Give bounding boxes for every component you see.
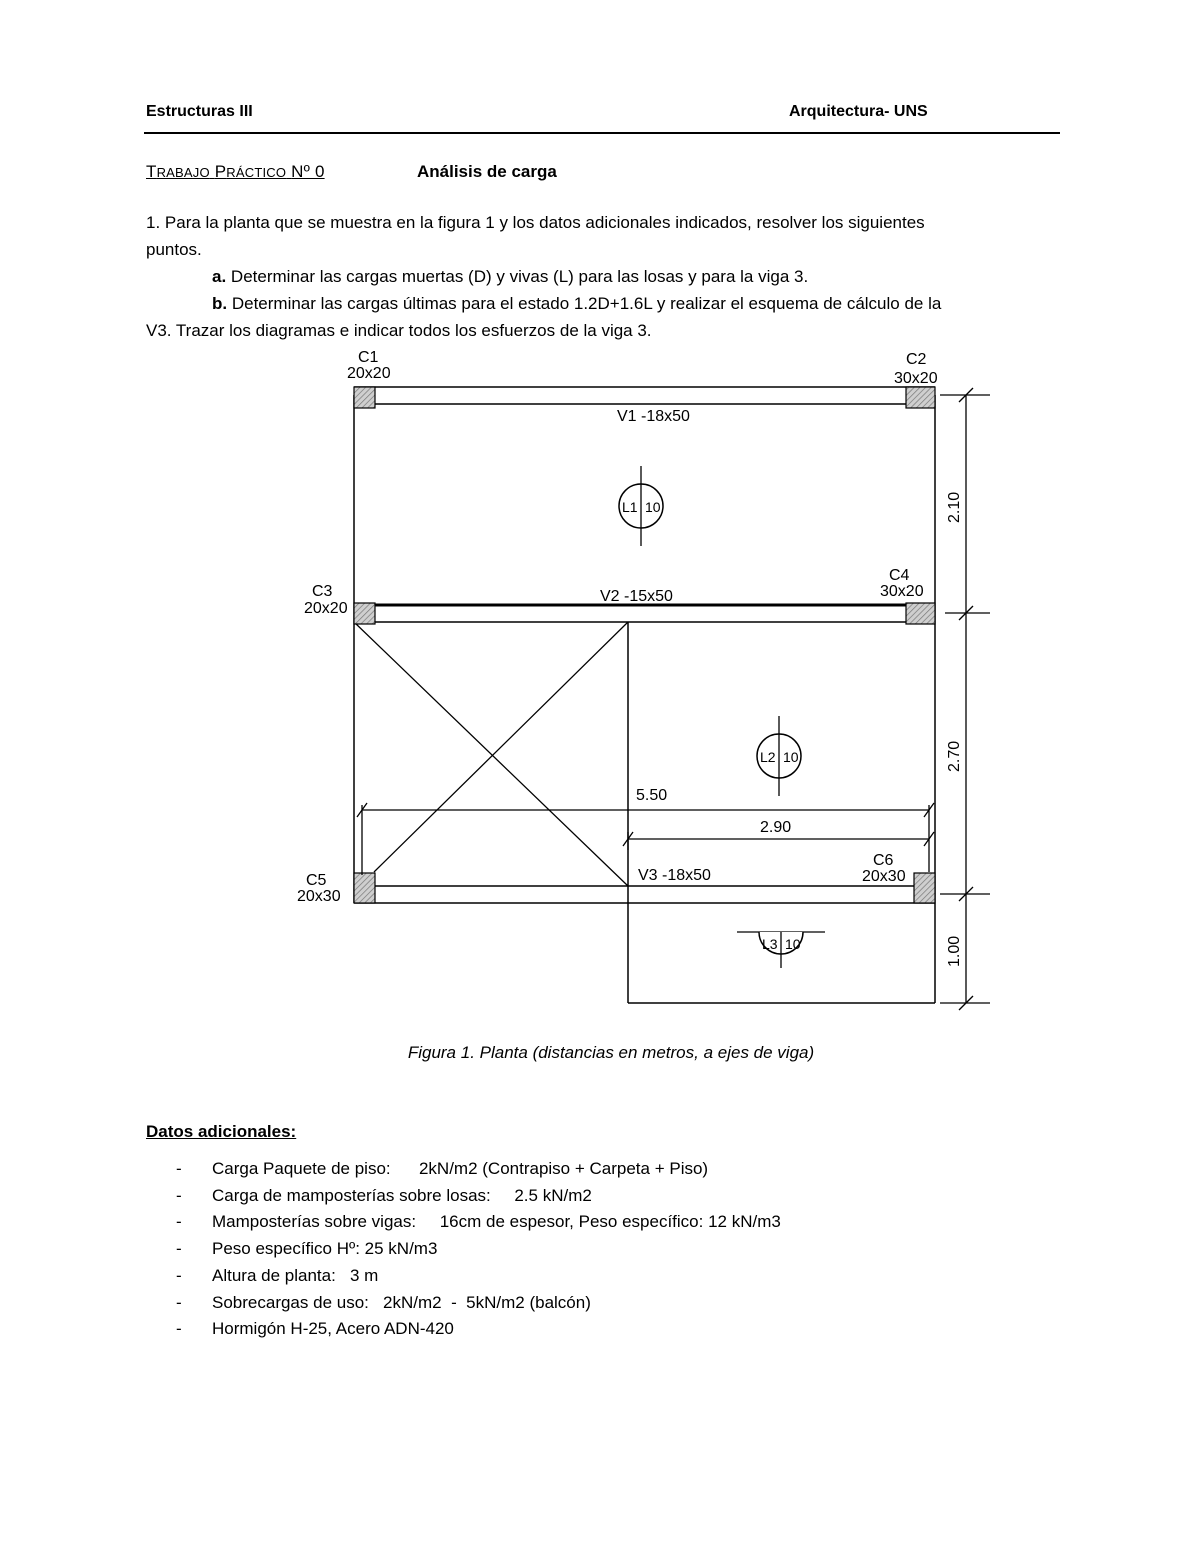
- column-c4-size: 30x20: [880, 583, 924, 600]
- floor-plan: [280, 340, 1040, 1020]
- column-c4: [906, 603, 935, 624]
- column-c1: [354, 387, 375, 408]
- slab-l2-thickness: 10: [783, 749, 799, 765]
- column-c5-name: C5: [306, 872, 327, 889]
- tp-number: Nº 0: [291, 162, 325, 181]
- assignment-subject: Análisis de carga: [417, 162, 557, 181]
- dimension-height-middle: 2.70: [946, 740, 963, 772]
- slab-l1-name: L1: [622, 499, 638, 515]
- list-item: - Altura de planta: 3 m: [176, 1265, 379, 1285]
- column-c2: [906, 387, 935, 408]
- tp-smallcaps: RABAJO: [156, 165, 210, 180]
- list-item: - Mamposterías sobre vigas: 16cm de espesor, Peso específico: 12 kN/m3: [176, 1212, 781, 1232]
- slab-l3-marker: [737, 932, 825, 968]
- column-c6-size: 20x30: [862, 868, 906, 885]
- assignment-title: [146, 162, 325, 182]
- slab-l3-name: L3: [762, 936, 778, 952]
- slab-l2-marker: [757, 716, 801, 796]
- tp-p-initial: P: [214, 162, 227, 181]
- problem-line-1: 1. Para la planta que se muestra en la figura 1 y los datos adicionales indicados, resolver los siguientes: [146, 213, 925, 232]
- list-item: - Carga Paquete de piso: 2kN/m2 (Contrapiso + Carpeta + Piso): [176, 1159, 709, 1178]
- problem-line-2: puntos.: [146, 240, 202, 259]
- beam-v3-label: V3 -18x50: [638, 867, 711, 884]
- column-c3: [354, 603, 375, 624]
- list-item: - Sobrecargas de uso: 2kN/m2 - 5kN/m2 (balcón): [176, 1292, 591, 1312]
- list-item: - Hormigón H-25, Acero ADN-420: [176, 1319, 454, 1339]
- problem-item-b: [212, 290, 941, 317]
- beam-v2-label: V2 -15x50: [600, 588, 673, 605]
- figure-caption: Figura 1. Planta (distancias en metros, a ejes de viga): [407, 1043, 815, 1062]
- dimension-total-width: 5.50: [636, 787, 668, 804]
- slab-l1-thickness: 10: [645, 499, 661, 515]
- beam-v1-label: V1 -18x50: [617, 408, 690, 425]
- column-c6-name: C6: [873, 852, 894, 869]
- dimension-height-top: 2.10: [946, 491, 963, 523]
- column-c2-name: C2: [906, 351, 927, 368]
- additional-data-list: [176, 1156, 781, 1343]
- column-c6: [914, 873, 935, 903]
- dimension-partial-width: 2.90: [760, 819, 792, 836]
- item-b-text: Determinar las cargas últimas para el estado 1.2D+1.6L y realizar el esquema de cálculo de la: [227, 294, 942, 313]
- problem-item-a: [212, 263, 808, 290]
- item-b-label: b.: [212, 294, 228, 313]
- column-c3-name: C3: [312, 583, 333, 600]
- item-a-text: Determinar las cargas muertas (D) y vivas (L) para las losas y para la viga 3.: [226, 267, 809, 286]
- vertical-dimensions: [940, 388, 990, 1010]
- problem-line-5: V3. Trazar los diagramas e indicar todos los esfuerzos de la viga 3.: [146, 321, 652, 340]
- column-c4-name: C4: [889, 567, 910, 584]
- column-c1-name: C1: [358, 349, 379, 366]
- tp-initial: T: [146, 162, 157, 181]
- column-c5-size: 20x30: [297, 888, 341, 905]
- horizontal-dimensions: [357, 803, 934, 875]
- beam-lines: [354, 387, 935, 903]
- dimension-height-bottom: 1.00: [946, 935, 963, 967]
- item-a-label: a.: [212, 267, 227, 286]
- tp-p-smallcaps: RÁCTICO: [226, 165, 287, 180]
- opening-cross: [354, 622, 628, 886]
- column-c3-size: 20x20: [304, 600, 348, 617]
- column-c2-size: 30x20: [894, 370, 938, 387]
- slab-l3-thickness: 10: [785, 936, 801, 952]
- list-item: - Peso específico Hº: 25 kN/m3: [176, 1239, 438, 1259]
- list-item: - Carga de mamposterías sobre losas: 2.5 kN/m2: [176, 1185, 592, 1205]
- column-c1-size: 20x20: [347, 365, 391, 382]
- additional-data-title: Datos adicionales:: [146, 1122, 297, 1141]
- header-institution: Arquitectura- UNS: [789, 103, 928, 120]
- column-c5: [354, 873, 375, 903]
- header-course: Estructuras III: [146, 103, 253, 120]
- slab-l1-marker: [619, 466, 663, 546]
- header-divider: [144, 132, 1060, 134]
- columns: [354, 387, 935, 903]
- slab-l2-name: L2: [760, 749, 776, 765]
